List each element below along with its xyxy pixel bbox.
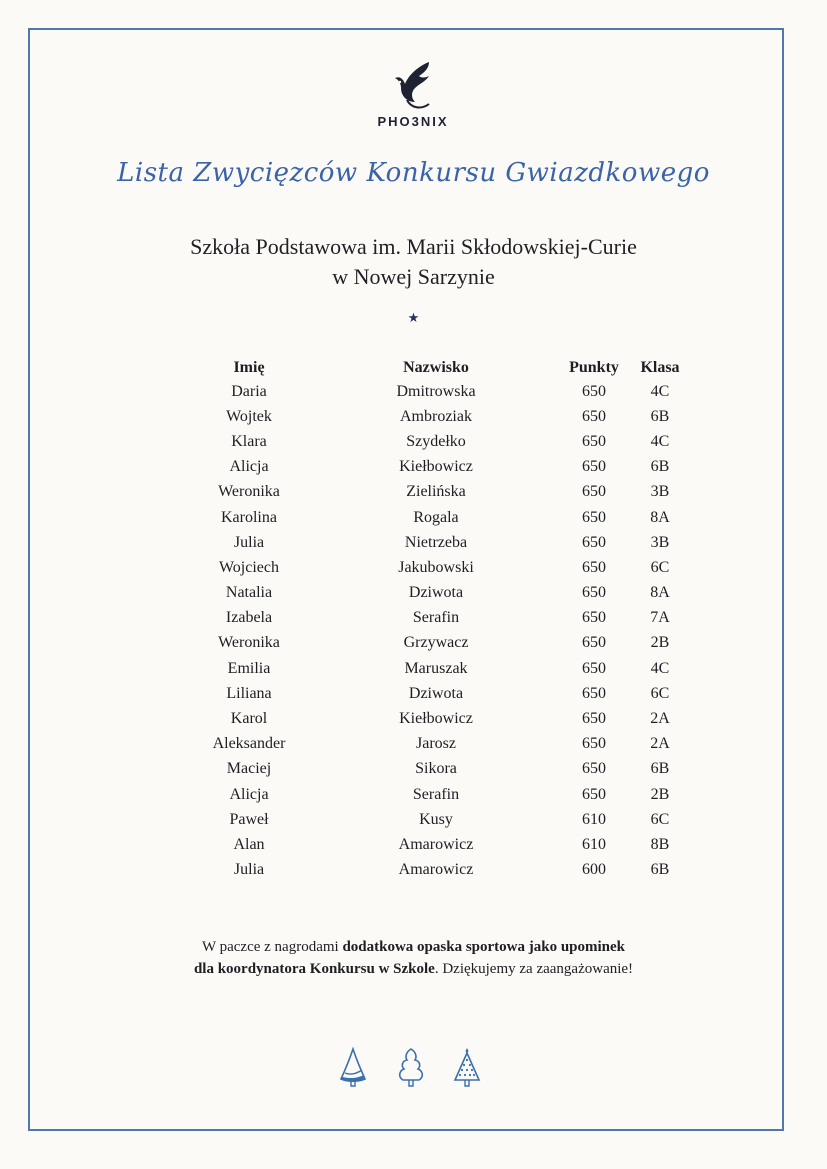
class-cell: 8B [650, 835, 670, 853]
table-row [190, 706, 696, 731]
winners-table [190, 357, 696, 883]
class-cell: 6B [650, 458, 670, 476]
contest-title: Lista Zwycięzców Konkursu Gwiazdkowego [117, 158, 710, 188]
points-cell: 650 [582, 483, 606, 501]
header-class: Klasa [640, 359, 680, 376]
first-name-cell: Daria [231, 382, 267, 400]
table-row [190, 807, 696, 832]
points-cell: 650 [582, 735, 606, 753]
points-cell: 650 [582, 558, 606, 576]
last-name-cell: Amarowicz [398, 835, 474, 853]
star-ornament: ★ [407, 310, 420, 325]
last-name-cell: Kusy [419, 810, 453, 828]
class-cell: 8A [650, 508, 670, 526]
table-row [190, 455, 696, 480]
brand-logo [363, 60, 463, 129]
table-row [190, 656, 696, 681]
last-name-cell: Serafin [412, 609, 460, 627]
school-name [0, 232, 827, 292]
last-name-cell: Dziwota [408, 684, 464, 702]
last-name-cell: Dmitrowska [396, 382, 476, 400]
last-name-cell: Jarosz [416, 735, 456, 753]
school-name-line-1: Szkoła Podstawowa im. Marii Skłodowskiej-Curie [190, 234, 637, 259]
class-cell: 4C [650, 432, 670, 450]
points-cell: 650 [582, 684, 606, 702]
first-name-cell: Julia [233, 861, 265, 879]
winners-table-body [190, 379, 696, 883]
class-cell: 6B [650, 760, 670, 778]
footer-trees [330, 1046, 500, 1096]
class-cell: 8A [650, 584, 670, 602]
table-row [190, 832, 696, 857]
class-cell: 2B [650, 634, 670, 652]
first-name-cell: Karol [230, 710, 268, 728]
table-row [190, 480, 696, 505]
christmas-tree-icon [450, 1046, 484, 1088]
class-cell: 7A [650, 609, 670, 627]
class-cell: 3B [650, 533, 670, 551]
class-cell: 6B [650, 861, 670, 879]
points-cell: 610 [582, 835, 606, 853]
table-row [190, 858, 696, 883]
points-cell: 650 [582, 659, 606, 677]
last-name-cell: Sikora [415, 760, 457, 778]
note-text-2: . Dziękujemy za zaangażowanie! [434, 961, 634, 977]
table-row [190, 404, 696, 429]
header-first-name: Imię [233, 359, 265, 376]
table-row [190, 681, 696, 706]
points-cell: 600 [582, 861, 606, 879]
table-row [190, 631, 696, 656]
last-name-cell: Serafin [412, 785, 460, 803]
last-name-cell: Zielińska [406, 483, 466, 501]
last-name-cell: Amarowicz [398, 861, 474, 879]
first-name-cell: Weronika [218, 483, 280, 501]
table-row [190, 379, 696, 404]
last-name-cell: Maruszak [404, 659, 468, 677]
class-cell: 4C [650, 382, 670, 400]
christmas-tree-icon [394, 1046, 428, 1088]
points-cell: 650 [582, 584, 606, 602]
last-name-cell: Szydełko [406, 432, 466, 450]
last-name-cell: Dziwota [408, 584, 464, 602]
table-row [190, 530, 696, 555]
first-name-cell: Alan [233, 835, 265, 853]
phoenix-bird-icon [389, 60, 437, 112]
note-bold-1: dodatkowa opaska sportowa jako upominek [342, 939, 626, 955]
points-cell: 610 [582, 810, 606, 828]
points-cell: 650 [582, 407, 606, 425]
class-cell: 6C [650, 810, 670, 828]
first-name-cell: Paweł [229, 810, 269, 828]
last-name-cell: Jakubowski [398, 558, 474, 576]
header-points: Punkty [569, 359, 619, 376]
table-row [190, 757, 696, 782]
points-cell: 650 [582, 634, 606, 652]
table-header-row [190, 357, 696, 379]
first-name-cell: Wojciech [218, 558, 279, 576]
points-cell: 650 [582, 785, 606, 803]
first-name-cell: Julia [233, 533, 265, 551]
class-cell: 3B [650, 483, 670, 501]
first-name-cell: Izabela [225, 609, 273, 627]
class-cell: 2A [650, 710, 670, 728]
last-name-cell: Kiełbowicz [399, 458, 473, 476]
first-name-cell: Alicja [229, 785, 269, 803]
first-name-cell: Weronika [218, 634, 280, 652]
points-cell: 650 [582, 432, 606, 450]
last-name-cell: Ambroziak [400, 407, 472, 425]
christmas-tree-icon [336, 1046, 370, 1088]
school-name-line-2: w Nowej Sarzynie [332, 264, 495, 289]
last-name-cell: Nietrzeba [404, 533, 468, 551]
class-cell: 4C [650, 659, 670, 677]
first-name-cell: Emilia [227, 659, 271, 677]
table-row [190, 606, 696, 631]
class-cell: 6C [650, 558, 670, 576]
note-text-1: W paczce z nagrodami [201, 939, 343, 955]
last-name-cell: Rogala [413, 508, 459, 526]
points-cell: 650 [582, 458, 606, 476]
points-cell: 650 [582, 508, 606, 526]
last-name-cell: Kiełbowicz [399, 710, 473, 728]
class-cell: 6B [650, 407, 670, 425]
points-cell: 650 [582, 710, 606, 728]
class-cell: 2A [650, 735, 670, 753]
table-row [190, 429, 696, 454]
header-last-name: Nazwisko [403, 359, 469, 376]
points-cell: 650 [582, 382, 606, 400]
table-row [190, 732, 696, 757]
brand-name: PHO3NIX [377, 114, 449, 129]
first-name-cell: Alicja [229, 458, 269, 476]
table-row [190, 555, 696, 580]
points-cell: 650 [582, 609, 606, 627]
first-name-cell: Karolina [221, 508, 277, 526]
class-cell: 2B [650, 785, 670, 803]
note-bold-2: dla koordynatora Konkursu w Szkole [193, 961, 435, 977]
points-cell: 650 [582, 760, 606, 778]
table-row [190, 782, 696, 807]
prize-note [0, 936, 827, 980]
last-name-cell: Grzywacz [403, 634, 469, 652]
first-name-cell: Liliana [226, 684, 272, 702]
first-name-cell: Klara [231, 432, 267, 450]
points-cell: 650 [582, 533, 606, 551]
first-name-cell: Natalia [225, 584, 273, 602]
first-name-cell: Wojtek [226, 407, 272, 425]
table-row [190, 505, 696, 530]
class-cell: 6C [650, 684, 670, 702]
table-row [190, 581, 696, 606]
first-name-cell: Aleksander [212, 735, 286, 753]
first-name-cell: Maciej [226, 760, 272, 778]
